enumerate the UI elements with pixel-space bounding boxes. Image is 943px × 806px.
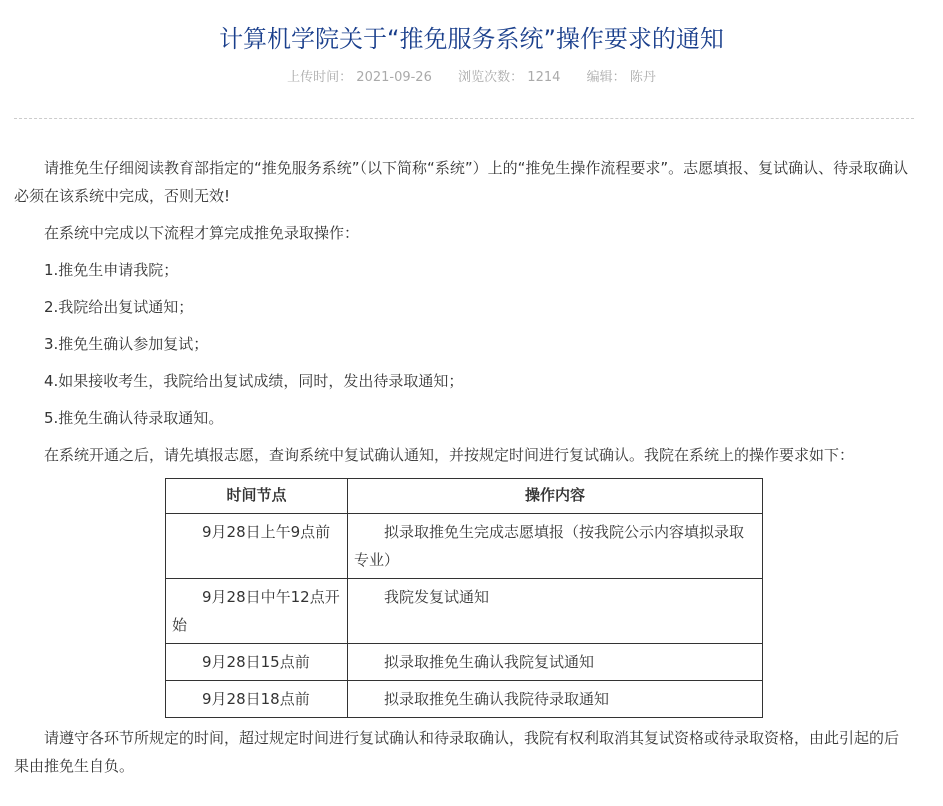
- editor-label: 编辑：: [586, 70, 626, 85]
- table-row: [166, 681, 763, 718]
- time-cell: 9月28日18点前: [166, 681, 348, 718]
- step-item: 5.推免生确认待录取通知。: [44, 409, 224, 427]
- header-time-node: 时间节点: [166, 479, 348, 514]
- table-row: [166, 514, 763, 579]
- time-cell: 9月28日上午9点前: [166, 514, 348, 579]
- time-cell: 9月28日15点前: [166, 644, 348, 681]
- table-header-row: [166, 479, 763, 514]
- operation-cell: 拟录取推免生确认我院待录取通知: [348, 681, 763, 718]
- upload-time-value: 2021-09-26: [356, 70, 432, 85]
- table-row: [166, 579, 763, 644]
- table-row: [166, 644, 763, 681]
- header-operation: 操作内容: [348, 479, 763, 514]
- article-title: 计算机学院关于“推免服务系统”操作要求的通知: [219, 25, 724, 53]
- time-cell: 9月28日中午12点开始: [166, 579, 348, 644]
- view-count-value: 1214: [527, 70, 561, 85]
- step-item: 1.推免生申请我院；: [44, 261, 179, 279]
- article-body: [14, 154, 910, 789]
- operation-cell: 拟录取推免生完成志愿填报（按我院公示内容填拟录取专业）: [348, 514, 763, 579]
- editor-value: 陈丹: [629, 70, 656, 85]
- intro-paragraph: 请推免生仔细阅读教育部指定的“推免服务系统”（以下简称“系统”）上的“推免生操作流程要求”。志愿填报、复试确认、待录取确认必须在该系统中完成，否则无效!: [14, 159, 909, 205]
- article-meta: [0, 68, 943, 88]
- flow-intro-paragraph: 在系统中完成以下流程才算完成推免录取操作：: [44, 224, 360, 242]
- step-item: 3.推免生确认参加复试；: [44, 335, 209, 353]
- table-intro-paragraph: 在系统开通之后，请先填报志愿，查询系统中复试确认通知，并按规定时间进行复试确认。我院在系统上的操作要求如下：: [44, 446, 855, 464]
- step-item: 4.如果接收考生，我院给出复试成绩，同时，发出待录取通知；: [44, 372, 464, 390]
- operation-cell: 我院发复试通知: [348, 579, 763, 644]
- divider: [14, 118, 914, 119]
- view-count-label: 浏览次数：: [458, 70, 524, 85]
- operation-cell: 拟录取推免生确认我院复试通知: [348, 644, 763, 681]
- upload-time-label: 上传时间：: [287, 70, 353, 85]
- operation-schedule-table: [165, 478, 763, 718]
- closing-paragraph: 请遵守各环节所规定的时间，超过规定时间进行复试确认和待录取确认，我院有权利取消其复试资格或待录取资格，由此引起的后果由推免生自负。: [14, 729, 900, 775]
- step-item: 2.我院给出复试通知；: [44, 298, 194, 316]
